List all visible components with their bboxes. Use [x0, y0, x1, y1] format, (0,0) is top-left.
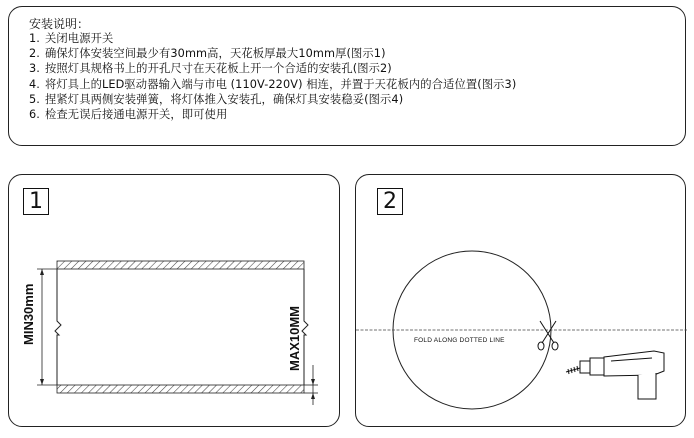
- figure-1-panel: [8, 174, 340, 427]
- instruction-step: 1. 关闭电源开关: [29, 32, 114, 45]
- drill-icon: [566, 351, 664, 399]
- instruction-step: 2. 确保灯体安装空间最少有30mm高，天花板厚最大10mm厚(图示1): [29, 47, 386, 61]
- figure-2-panel: [355, 174, 686, 427]
- instruction-step: 6. 检查无误后接通电源开关，即可使用: [29, 108, 228, 122]
- max-10mm-label: MAX10MM: [287, 305, 302, 371]
- figure-1-drawing: [9, 175, 341, 428]
- figure-2-drawing: [356, 175, 687, 428]
- ceiling-bottom-hatch: [57, 385, 304, 393]
- instruction-step: 3. 按照灯具规格书上的开孔尺寸在天花板上开一个合适的安装孔(图示2): [29, 62, 392, 76]
- figure-1-number: 1: [23, 188, 49, 215]
- instructions-list: [29, 31, 516, 122]
- instructions-panel: [8, 6, 686, 146]
- instruction-step: 4. 将灯具上的LED驱动器输入端与市电 (110V-220V) 相连，并置于天花板内的合适位置(图示3): [29, 77, 517, 91]
- ceiling-top-hatch: [57, 261, 304, 269]
- figure-2-number: 2: [377, 188, 403, 215]
- instruction-step: 5. 捏紧灯具两侧安装弹簧，将灯体推入安装孔，确保灯具安装稳妥(图示4): [29, 92, 404, 106]
- left-wall-line: [55, 269, 61, 385]
- right-wall-line: [302, 269, 308, 385]
- instructions-title: 安装说明：: [29, 17, 90, 31]
- scissors-icon: [538, 321, 558, 350]
- min-30mm-label: MIN30mm: [21, 283, 36, 345]
- fold-along-dotted-line-label: FOLD ALONG DOTTED LINE: [414, 337, 505, 344]
